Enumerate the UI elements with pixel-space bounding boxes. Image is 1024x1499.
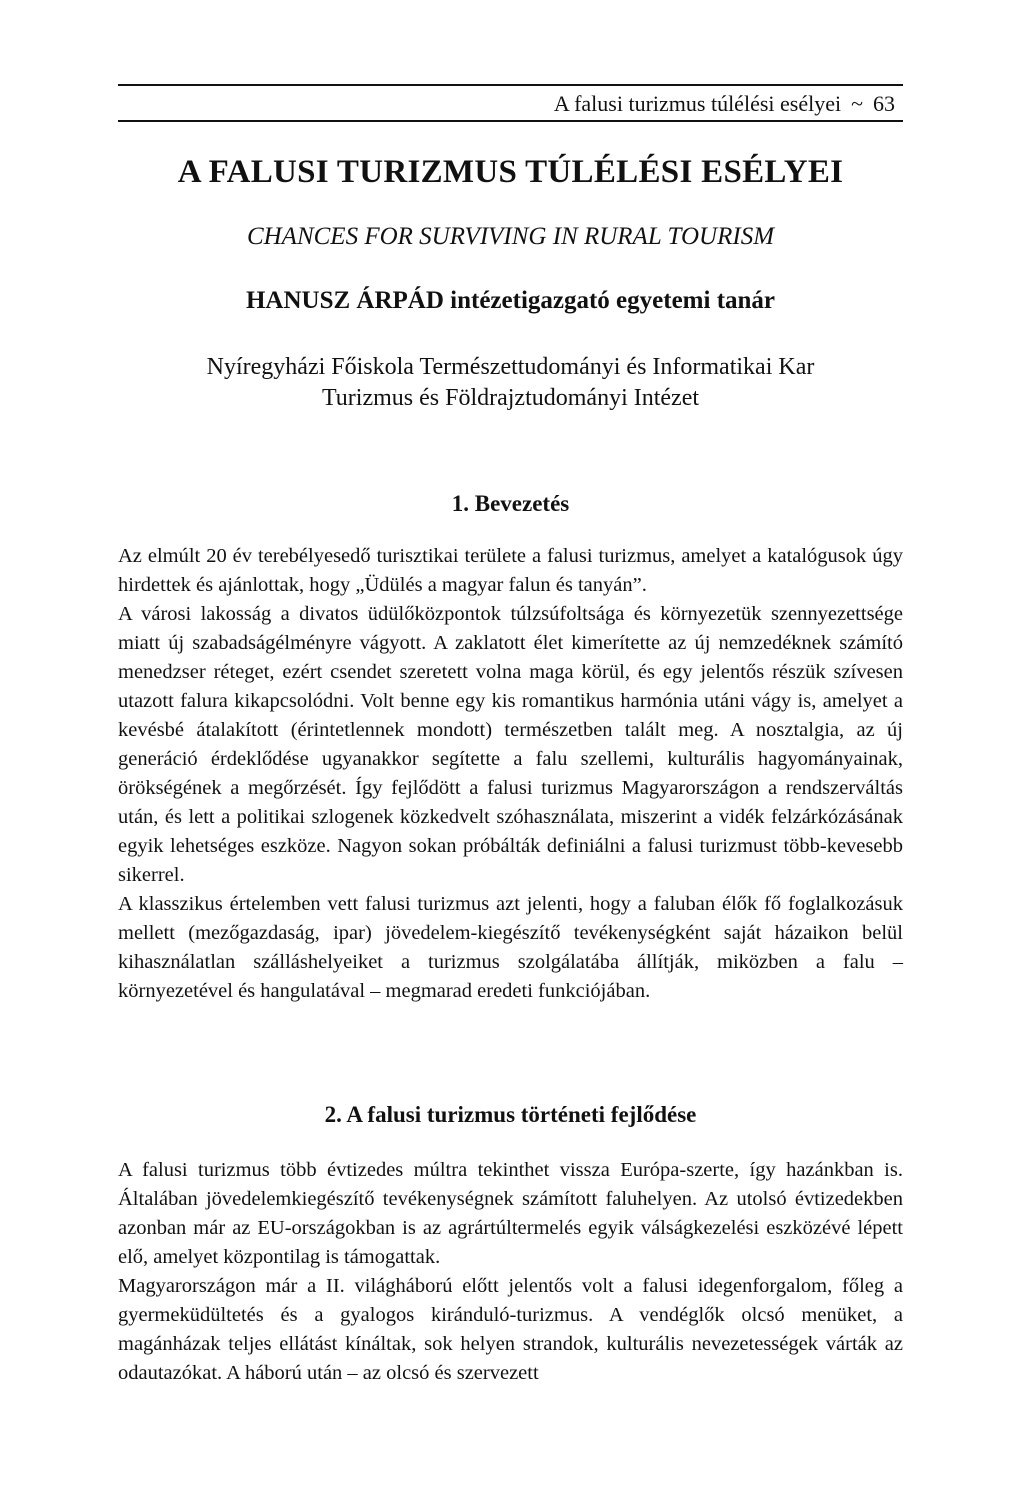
paragraph: Az elmúlt 20 év terebélyesedő turisztikai területe a falusi turizmus, amelyet a katalógusok úgy hirdettek és ajánlottak, hogy „Üdülés a magyar falun és tanyán”. (118, 545, 903, 596)
header-rule-top (118, 84, 903, 86)
paragraph: A városi lakosság a divatos üdülőközpontok túlzsúfoltsága és környezetük szennyezettsége miatt új szabadságélményre vágyott. A zaklatott élet kimerítette az új nemzedéknek számító menedzser réteget, ezért csendet szeretett volna maga körül, és egy jelentős részük szívesen utazott falura kikapcsolódni. Volt benne egy kis romantikus harmónia utáni vágy is, amelyet a kevésbé átalakított (érintetlennek mondott) természetben talált meg. A nosztalgia, az új generáció érdeklődése ugyanakkor segítette a falu szellemi, kulturális hagyományainak, örökségének a megőrzését. Így fejlődött a falusi turizmus Magyarországon a rendszerváltás után, és lett a politikai szlogenek közkedvelt szóhasználata, miszerint a vidék felzárkózásának egyik lehetséges eszköze. Nagyon sokan próbálták definiálni a falusi turizmust több-kevesebb sikerrel. (118, 603, 903, 886)
page-number: 63 (873, 91, 895, 116)
article-title: A FALUSI TURIZMUS TÚLÉLÉSI ESÉLYEI (177, 154, 844, 190)
section-body-introduction (118, 542, 903, 1006)
running-head-separator: ~ (851, 91, 863, 116)
affiliation-line-1: Nyíregyházi Főiskola Természettudományi és Informatikai Kar (206, 354, 815, 380)
paragraph: A falusi turizmus több évtizedes múltra tekinthet vissza Európa-szerte, így hazánkban is. Általában jövedelemkiegészítő tevékenységnek számított faluhelyen. Az utolsó évtizedekben azonban már az EU-országokban is az agrártúltermelés egyik válságkezelési eszközévé lépett elő, amelyet központilag is támogattak. (118, 1159, 903, 1268)
running-head-text (554, 91, 895, 117)
section-heading-introduction: 1. Bevezetés (451, 491, 570, 516)
author-name: HANUSZ ÁRPÁD (245, 287, 444, 314)
author-role: intézetigazgató egyetemi tanár (450, 287, 776, 314)
header-rule-bottom (118, 120, 903, 122)
affiliation-line-2: Turizmus és Földrajztudományi Intézet (321, 385, 700, 411)
running-head-title: A falusi turizmus túlélési esélyei (553, 91, 842, 116)
section-body-history (118, 1156, 903, 1388)
paragraph: Magyarországon már a II. világháború előtt jelentős volt a falusi idegenforgalom, főleg a gyermeküdültetés és a gyalogos kiránduló-turizmus. A vendéglők olcsó menüket, a magánházak teljes ellátást kínáltak, sok helyen strandok, kulturális nevezetességek várták az odautazókat. A háború után – az olcsó és szervezett (118, 1275, 903, 1384)
affiliation (118, 352, 903, 414)
article-subtitle: CHANCES FOR SURVIVING IN RURAL TOURISM (246, 223, 775, 250)
running-head (118, 84, 903, 124)
paragraph: A klasszikus értelemben vett falusi turizmus azt jelenti, hogy a faluban élők fő foglalkozásuk mellett (mezőgazdaság, ipar) jövedelem-kiegészítő tevékenységként saját házaikon belül kihasználatlan szálláshelyeiket a turizmus szolgálatába állítják, miközben a falu – környezetével és hangulatával – megmarad eredeti funkciójában. (118, 893, 903, 1002)
author-line (118, 286, 903, 316)
section-heading-history: 2. A falusi turizmus történeti fejlődése (324, 1102, 697, 1127)
